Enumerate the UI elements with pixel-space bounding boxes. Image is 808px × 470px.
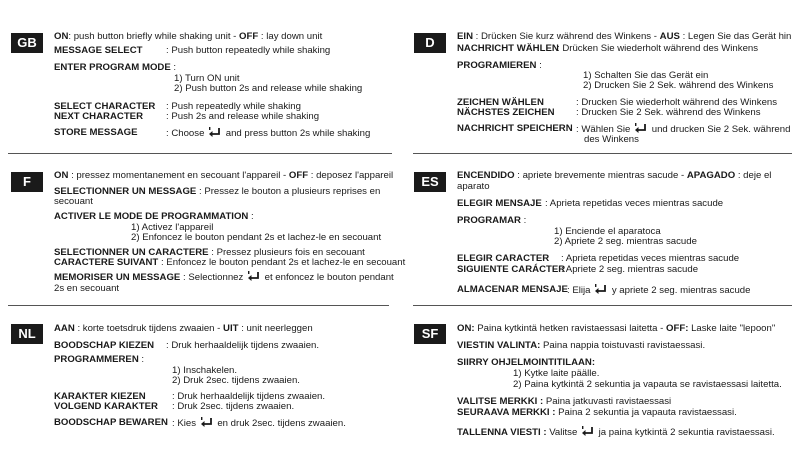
program-step-1: 1) Schalten Sie das Gerät ein — [583, 70, 709, 81]
program-step-1: 1) Activez l'appareil — [131, 222, 214, 233]
next-character-label: NÄCHSTES ZEICHEN — [457, 107, 555, 118]
message-select-label: ELEGIR MENSAJE — [457, 198, 542, 209]
enter-icon — [581, 426, 595, 437]
enter-icon — [200, 417, 214, 428]
next-character-label: VOLGEND KARAKTER — [54, 401, 158, 412]
message-select-text: : Drücken Sie wiederholt während des Winkens — [557, 43, 759, 54]
select-character-label: SELECT CHARACTER — [54, 101, 156, 112]
onoff-line: AAN : korte toetsdruk tijdens zwaaien - UIT : unit neerleggen — [54, 323, 313, 334]
program-step-2: 2) Enfoncez le bouton pendant 2s et lachez-le en secouant — [131, 232, 382, 243]
program-mode-line: PROGRAMAR : — [457, 215, 527, 226]
message-select-text: : Druk herhaaldelijk tijdens zwaaien. — [166, 340, 320, 351]
store-message-text-line2: 2s en secouant — [54, 283, 120, 294]
divider — [8, 305, 389, 306]
language-badge-nl: NL — [11, 324, 43, 344]
program-mode-line: SIIRRY OHJELMOINTITILAAN: — [457, 357, 596, 368]
language-badge-d: D — [414, 33, 446, 53]
language-badge-gb: GB — [11, 33, 43, 53]
next-character-label: SIGUIENTE CARÁCTER — [457, 264, 566, 275]
store-message-line: TALLENNA VIESTI : Valitse ja paina kytkintä 2 sekuntia ravistaessasi. — [457, 427, 775, 438]
program-step-2: 2) Paina kytkintä 2 sekuntia ja vapauta se ravistaessasi laitetta. — [513, 379, 782, 390]
program-step-2: 2) Drucken Sie 2 Sek. während des Winkens — [583, 80, 774, 91]
next-character-text: : Push 2s and release while shaking — [166, 111, 320, 122]
message-select-text-line2: secouant — [54, 196, 93, 207]
language-badge-f: F — [11, 172, 43, 192]
store-message-label: ALMACENAR MENSAJE — [457, 284, 568, 295]
divider — [413, 305, 792, 306]
next-character-label: NEXT CHARACTER — [54, 111, 144, 122]
select-character-text: : Drucken Sie wiederholt während des Winkens — [576, 97, 778, 108]
store-message-text: : Choose and press button 2s while shaking — [166, 128, 371, 139]
onoff-line: ON : pressez momentanement en secouant l'appareil - OFF : deposez l'appareil — [54, 170, 394, 181]
enter-icon — [634, 123, 648, 134]
program-step-2: 2) Apriete 2 seg. mientras sacude — [554, 236, 697, 247]
store-message-text-line2: des Winkens — [584, 134, 639, 145]
store-message-label: NACHRICHT SPEICHERN — [457, 123, 573, 134]
message-select-line: SELECTIONNER UN MESSAGE : Pressez le bouton a plusieurs reprises en — [54, 186, 381, 197]
program-mode-line: PROGRAMMEREN : — [54, 354, 145, 365]
onoff-line: EIN : Drücken Sie kurz während des Winkens - AUS : Legen Sie das Gerät hin — [457, 31, 792, 42]
program-step-2: 2) Push button 2s and release while shaking — [174, 83, 363, 94]
select-character-label: ELEGIR CARACTER — [457, 253, 550, 264]
select-character-label: ZEICHEN WÄHLEN — [457, 97, 544, 108]
store-message-text: : Elija y apriete 2 seg. mientras sacude — [567, 285, 751, 296]
message-select-label: BOODSCHAP KIEZEN — [54, 340, 155, 351]
program-step-1: 1) Turn ON unit — [174, 73, 240, 84]
select-character-label: KARAKTER KIEZEN — [54, 391, 146, 402]
onoff-line: ENCENDIDO : apriete brevemente mientras sacude - APAGADO : deje el — [457, 170, 772, 181]
next-character-text: : Drucken Sie 2 Sek. während des Winkens — [576, 107, 761, 118]
program-mode-line: ACTIVER LE MODE DE PROGRAMMATION : — [54, 211, 254, 222]
onoff-line: ON: Paina kytkintä hetken ravistaessasi laitetta - OFF: Laske laite "lepoon" — [457, 323, 776, 334]
divider — [8, 153, 392, 154]
divider — [413, 153, 792, 154]
select-character-line: SELECTIONNER UN CARACTERE : Pressez plusieurs fois en secouant — [54, 247, 365, 258]
message-select-label: MESSAGE SELECT — [54, 45, 143, 56]
onoff-text-line2: aparato — [457, 181, 490, 192]
onoff-line: ON: push button briefly while shaking unit - OFF : lay down unit — [54, 31, 323, 42]
select-character-text: : Push repeatedly while shaking — [166, 101, 301, 112]
select-character-text: : Druk herhaaldelijk tijdens zwaaien. — [172, 391, 326, 402]
message-select-label: NACHRICHT WÄHLEN — [457, 43, 559, 54]
message-select-text: : Aprieta repetidas veces mientras sacude — [545, 198, 724, 209]
next-character-line: CARACTERE SUIVANT : Enfoncez le bouton pendant 2s et lachez-le en secouant — [54, 257, 406, 268]
store-message-label: BOODSCHAP BEWAREN — [54, 417, 168, 428]
language-badge-es: ES — [414, 172, 446, 192]
program-step-2: 2) Druk 2sec. tijdens zwaaien. — [172, 375, 300, 386]
select-character-line: VALITSE MERKKI : Paina jatkuvasti ravistaessasi — [457, 396, 672, 407]
store-message-text: : Kies en druk 2sec. tijdens zwaaien. — [172, 418, 346, 429]
enter-icon — [208, 127, 222, 138]
message-select-text: : Push button repeatedly while shaking — [166, 45, 331, 56]
program-step-1: 1) Inschakelen. — [172, 365, 238, 376]
select-character-text: : Aprieta repetidas veces mientras sacude — [561, 253, 740, 264]
program-step-1: 1) Kytke laite päälle. — [513, 368, 600, 379]
next-character-line: SEURAAVA MERKKI : Paina 2 sekuntia ja vapauta ravistaessasi. — [457, 407, 737, 418]
language-badge-sf: SF — [414, 324, 446, 344]
program-mode-line: ENTER PROGRAM MODE : — [54, 62, 177, 73]
program-mode-line: PROGRAMIEREN : — [457, 60, 542, 71]
enter-icon — [594, 284, 608, 295]
store-message-text: : Wählen Sie und drucken Sie 2 Sek. während — [576, 124, 791, 135]
next-character-text: : Druk 2sec. tijdens zwaaien. — [172, 401, 295, 412]
store-message-label: STORE MESSAGE — [54, 127, 138, 138]
program-step-1: 1) Enciende el aparatoca — [554, 226, 661, 237]
store-message-line: MEMORISER UN MESSAGE : Selectionnez et enfoncez le bouton pendant — [54, 272, 394, 283]
next-character-text: : Apriete 2 seg. mientras sacude — [561, 264, 699, 275]
enter-icon — [247, 271, 261, 282]
message-select-line: VIESTIN VALINTA: Paina nappia toistuvasti ravistaessasi. — [457, 340, 706, 351]
